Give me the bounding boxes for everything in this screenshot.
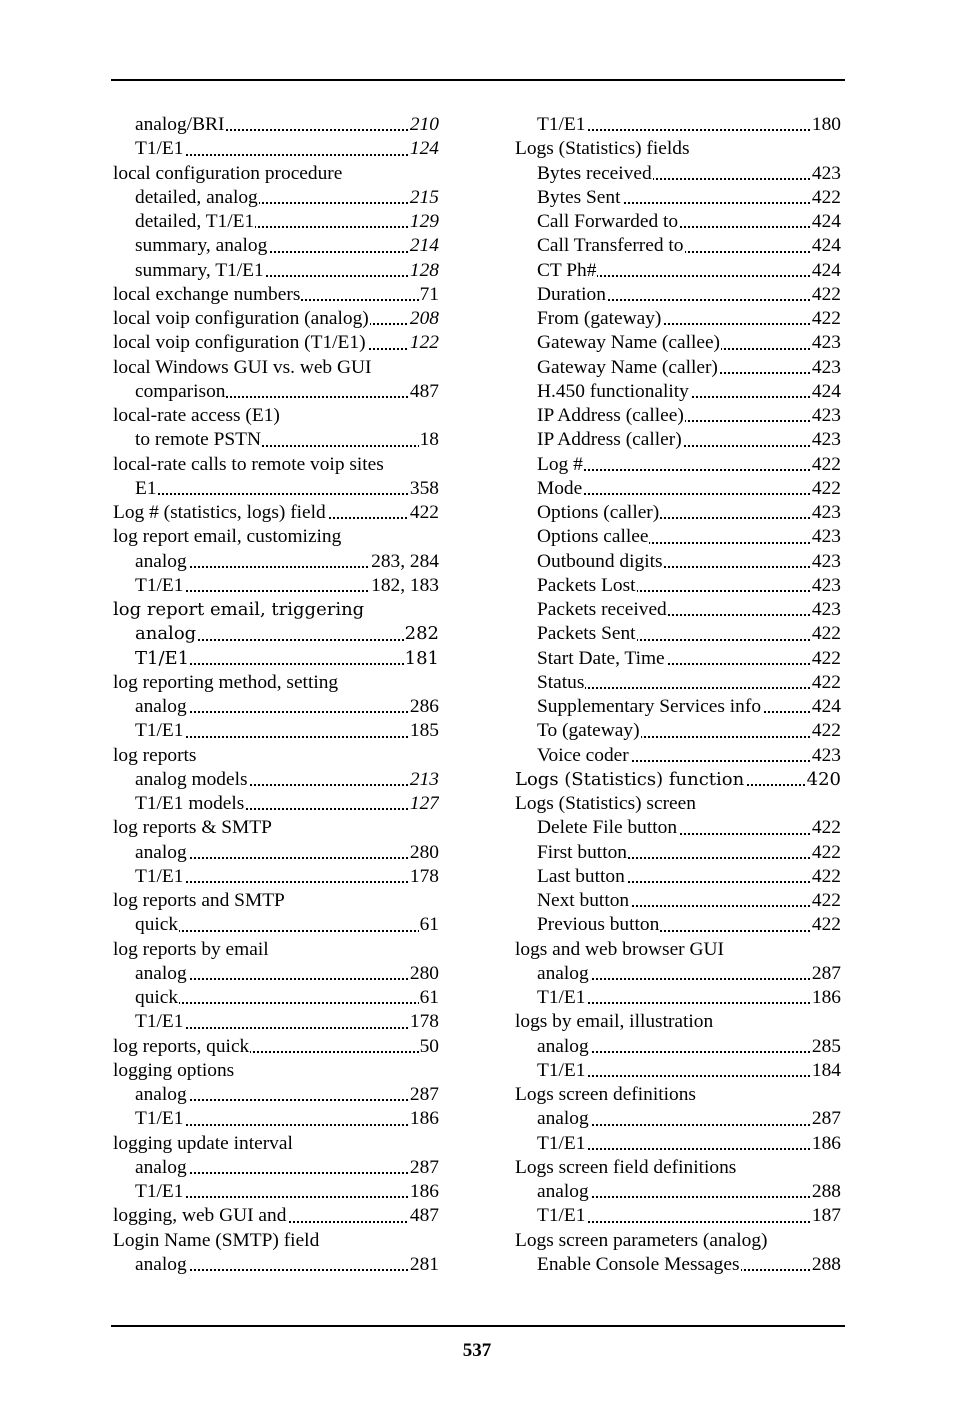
index-page-ref: 18 (419, 428, 439, 452)
index-entry (515, 1010, 841, 1034)
index-term: Enable Console Messages (537, 1253, 740, 1275)
index-page-ref: 283, 284 (370, 550, 439, 574)
index-entry (515, 356, 841, 380)
index-term: local configuration procedure (113, 162, 343, 184)
index-page-ref: 424 (811, 210, 841, 234)
index-term: analog (135, 623, 197, 645)
index-page-ref: 288 (811, 1180, 841, 1204)
index-entry (515, 841, 841, 865)
index-term: First button (537, 841, 627, 863)
index-page-ref: 280 (409, 841, 439, 865)
index-page-ref: 282 (404, 622, 439, 646)
index-term: comparison (135, 380, 226, 402)
index-entry (113, 501, 439, 525)
index-term: To (gateway) (537, 720, 640, 742)
index-entry (515, 1107, 841, 1131)
index-term: E1 (135, 477, 157, 499)
index-term: T1/E1 (537, 1132, 586, 1154)
index-page-ref: 422 (811, 841, 841, 865)
index-page-ref: 423 (811, 356, 841, 380)
index-page-ref: 210 (409, 113, 439, 137)
index-entry (515, 1253, 841, 1277)
index-term: local Windows GUI vs. web GUI (113, 356, 372, 378)
index-page-ref: 423 (811, 598, 841, 622)
index-page-ref: 287 (811, 1107, 841, 1131)
index-term: analog (537, 1108, 589, 1130)
index-entry (515, 986, 841, 1010)
index-term: analog (537, 1035, 589, 1057)
index-term: Bytes Sent (537, 186, 621, 208)
index-term: Last button (537, 865, 625, 887)
index-term: log reports by email (113, 938, 269, 960)
index-entry (113, 477, 439, 501)
index-term: log report email, customizing (113, 526, 342, 548)
index-page-ref: 285 (811, 1035, 841, 1059)
index-entry (515, 1132, 841, 1156)
index-entry (113, 841, 439, 865)
page-number: 537 (462, 1340, 492, 1361)
index-page-ref: 208 (409, 307, 439, 331)
index-entry (113, 1107, 439, 1131)
index-entry (515, 453, 841, 477)
index-term: Delete File button (537, 817, 678, 839)
index-entry (113, 889, 439, 913)
index-term: T1/E1 (537, 1059, 586, 1081)
index-term: Packets Sent (537, 623, 636, 645)
index-page-ref: 287 (409, 1156, 439, 1180)
index-page-ref: 420 (806, 768, 841, 792)
index-column-left (113, 113, 439, 1277)
index-page-ref: 422 (409, 501, 439, 525)
index-entry (515, 162, 841, 186)
index-term: log report email, triggering (113, 599, 365, 620)
index-term: analog (135, 1156, 187, 1178)
index-page-ref: 423 (811, 525, 841, 549)
index-entry (113, 162, 439, 186)
index-entry (515, 404, 841, 428)
index-entry (515, 598, 841, 622)
index-page-ref: 287 (811, 962, 841, 986)
index-page-ref: 122 (409, 331, 439, 355)
index-term: Status (537, 671, 585, 693)
index-term: Outbound digits (537, 550, 663, 572)
index-term: analog (537, 962, 589, 984)
index-page-ref: 487 (409, 380, 439, 404)
index-term: Logs (Statistics) fields (515, 138, 690, 160)
index-entry (515, 1083, 841, 1107)
index-term: Next button (537, 890, 630, 911)
index-entry (515, 113, 841, 137)
header-rule (111, 79, 845, 81)
index-entry (515, 331, 841, 355)
index-entry (113, 1156, 439, 1180)
index-term: Gateway Name (caller) (537, 356, 718, 378)
index-entry (515, 259, 841, 283)
index-term: quick (135, 987, 179, 1008)
index-term: log reporting method, setting (113, 671, 339, 693)
index-entry (113, 1010, 439, 1034)
index-page-ref: 178 (409, 1010, 439, 1034)
index-entry (515, 1059, 841, 1083)
index-term: detailed, analog (135, 186, 258, 208)
index-page-ref: 128 (409, 259, 439, 283)
index-term: IP Address (callee) (537, 405, 684, 426)
index-page-ref: 422 (811, 913, 841, 937)
index-term: Call Transferred to (537, 235, 684, 257)
index-entry (113, 1180, 439, 1204)
index-entry (515, 1156, 841, 1180)
index-entry (515, 574, 841, 598)
index-entry (113, 356, 439, 380)
index-term: H.450 functionality (537, 380, 689, 402)
index-entry (113, 404, 439, 428)
index-term: Call Forwarded to (537, 211, 679, 232)
index-term: Voice coder (537, 744, 629, 766)
index-term: Packets received (537, 599, 667, 620)
dot-leader (135, 493, 439, 495)
index-entry (515, 1035, 841, 1059)
index-entry (113, 1035, 439, 1059)
index-term: Log # (statistics, logs) field (113, 502, 326, 523)
index-page-ref: 424 (811, 695, 841, 719)
index-entry (515, 477, 841, 501)
index-entry (113, 307, 439, 331)
index-page-ref: 422 (811, 186, 841, 210)
index-term: CT Ph# (537, 259, 597, 281)
index-term: to remote PSTN (135, 429, 262, 451)
index-page-ref: 281 (409, 1253, 439, 1277)
index-term: T1/E1 (135, 574, 184, 596)
index-term: local voip configuration (analog) (113, 308, 369, 329)
index-page-ref: 422 (811, 307, 841, 331)
index-page-ref: 423 (811, 574, 841, 598)
index-term: From (gateway) (537, 308, 662, 329)
index-entry (515, 865, 841, 889)
index-page-ref: 422 (811, 889, 841, 913)
index-entry (515, 816, 841, 840)
index-term: logs by email, illustration (515, 1011, 714, 1033)
index-term: Logs (Statistics) screen (515, 793, 696, 814)
index-page-ref: 422 (811, 283, 841, 307)
index-entry (113, 259, 439, 283)
index-page-ref: 358 (409, 477, 439, 501)
index-entry (113, 671, 439, 695)
index-term: analog (135, 962, 187, 984)
index-term: analog/BRI (135, 114, 225, 135)
index-entry (515, 889, 841, 913)
index-term: Options (caller) (537, 502, 660, 523)
index-entry (515, 647, 841, 671)
index-entry (113, 380, 439, 404)
index-page-ref: 184 (811, 1059, 841, 1083)
index-term: T1/E1 (135, 1011, 184, 1033)
index-term: T1/E1 models (135, 793, 245, 814)
index-term: Duration (537, 283, 606, 305)
index-entry (515, 550, 841, 574)
index-page-ref: 422 (811, 477, 841, 501)
index-entry (515, 962, 841, 986)
index-entry (113, 1229, 439, 1253)
index-term: Options callee (537, 526, 649, 548)
index-term: log reports (113, 744, 197, 766)
index-entry (113, 1253, 439, 1277)
index-term: IP Address (caller) (537, 429, 682, 451)
index-entry (515, 525, 841, 549)
index-term: analog (135, 1253, 187, 1275)
index-term: Logs (Statistics) function (515, 768, 745, 790)
index-entry (113, 113, 439, 137)
index-term: local voip configuration (T1/E1) (113, 332, 366, 354)
index-entry (515, 380, 841, 404)
index-page-ref: 50 (419, 1035, 439, 1059)
index-term: log reports, quick (113, 1035, 250, 1057)
index-term: Bytes received (537, 162, 652, 184)
index-entry (113, 1204, 439, 1228)
index-entry (113, 137, 439, 161)
index-page-ref: 186 (409, 1107, 439, 1131)
index-page-ref: 181 (404, 647, 439, 671)
index-entry (113, 792, 439, 816)
index-page-ref: 178 (409, 865, 439, 889)
index-page-ref: 61 (419, 986, 439, 1010)
index-entry (515, 307, 841, 331)
index-term: logging update interval (113, 1132, 293, 1154)
index-entry (113, 986, 439, 1010)
index-page-ref: 422 (811, 865, 841, 889)
index-term: log reports & SMTP (113, 817, 272, 839)
index-entry (113, 234, 439, 258)
index-term: summary, analog (135, 235, 268, 257)
index-page-ref: 129 (409, 210, 439, 234)
index-entry (113, 865, 439, 889)
index-entry (113, 525, 439, 549)
index-entry (515, 1204, 841, 1228)
dot-leader (135, 1002, 439, 1004)
index-term: analog models (135, 768, 248, 790)
index-entry (113, 695, 439, 719)
index-page-ref: 422 (811, 671, 841, 695)
index-entry (515, 938, 841, 962)
index-page-ref: 423 (811, 331, 841, 355)
index-term: Login Name (SMTP) field (113, 1229, 320, 1251)
index-term: T1/E1 (135, 647, 190, 669)
index-page-ref: 286 (409, 695, 439, 719)
index-term: logging options (113, 1059, 235, 1081)
index-entry (113, 1132, 439, 1156)
index-entry (515, 744, 841, 768)
index-page-ref: 422 (811, 719, 841, 743)
index-entry (113, 210, 439, 234)
index-page-ref: 187 (811, 1204, 841, 1228)
index-entry (113, 1059, 439, 1083)
index-term: logs and web browser GUI (515, 938, 724, 960)
index-entry (113, 574, 439, 598)
index-term: quick (135, 914, 179, 936)
index-page-ref: 280 (409, 962, 439, 986)
index-page-ref: 214 (409, 234, 439, 258)
index-entry (113, 283, 439, 307)
index-page-ref: 71 (419, 283, 439, 307)
index-term: analog (135, 550, 187, 572)
index-entry (515, 671, 841, 695)
index-entry (113, 768, 439, 792)
index-entry (515, 283, 841, 307)
index-entry (113, 428, 439, 452)
index-entry (113, 938, 439, 962)
index-entry (515, 768, 841, 792)
index-term: Previous button (537, 914, 660, 936)
index-term: local-rate access (E1) (113, 405, 280, 426)
index-term: local exchange numbers (113, 283, 301, 305)
index-page-ref: 424 (811, 380, 841, 404)
index-term: T1/E1 (537, 1205, 586, 1227)
dot-leader (135, 930, 439, 932)
index-entry (113, 647, 439, 671)
index-term: analog (135, 1084, 187, 1105)
index-page-ref: 423 (811, 404, 841, 428)
index-page-ref: 287 (409, 1083, 439, 1107)
index-term: local-rate calls to remote voip sites (113, 453, 384, 475)
index-term: T1/E1 (537, 987, 586, 1008)
index-page-ref: 424 (811, 234, 841, 258)
index-term: T1/E1 (135, 138, 184, 160)
index-entry (113, 622, 439, 646)
index-term: log reports and SMTP (113, 890, 285, 911)
index-page-ref: 487 (409, 1204, 439, 1228)
index-page-ref: 422 (811, 622, 841, 646)
index-entry (515, 1180, 841, 1204)
index-entry (113, 186, 439, 210)
index-term: analog (135, 841, 187, 863)
index-entry (113, 550, 439, 574)
index-entry (113, 962, 439, 986)
index-term: summary, T1/E1 (135, 259, 264, 281)
index-page-ref: 422 (811, 453, 841, 477)
index-entry (113, 453, 439, 477)
index-entry (515, 501, 841, 525)
index-term: detailed, T1/E1 (135, 211, 255, 232)
index-page-ref: 288 (811, 1253, 841, 1277)
index-page-ref: 215 (409, 186, 439, 210)
index-column-right (515, 113, 841, 1277)
index-entry (113, 331, 439, 355)
index-entry (113, 913, 439, 937)
index-entry (515, 792, 841, 816)
index-entry (515, 913, 841, 937)
index-term: T1/E1 (537, 114, 586, 135)
index-page-ref: 185 (409, 719, 439, 743)
index-page-ref: 423 (811, 162, 841, 186)
index-page-ref: 423 (811, 428, 841, 452)
index-page-ref: 424 (811, 259, 841, 283)
index-page-ref: 180 (811, 113, 841, 137)
index-term: Logs screen definitions (515, 1084, 696, 1105)
index-entry (515, 210, 841, 234)
index-page-ref: 423 (811, 744, 841, 768)
footer-rule (111, 1325, 845, 1327)
index-term: Start Date, Time (537, 647, 665, 669)
index-term: T1/E1 (135, 865, 184, 887)
index-page-ref: 423 (811, 550, 841, 574)
index-term: Supplementary Services info (537, 696, 762, 717)
index-entry (515, 622, 841, 646)
index-page-ref: 127 (409, 792, 439, 816)
index-term: analog (537, 1181, 589, 1202)
index-term: T1/E1 (135, 1181, 184, 1202)
index-page-ref: 61 (419, 913, 439, 937)
index-page-ref: 186 (811, 1132, 841, 1156)
index-term: Gateway Name (callee) (537, 332, 721, 354)
index-page-ref: 422 (811, 647, 841, 671)
index-term: Logs screen parameters (analog) (515, 1229, 768, 1251)
index-entry (113, 744, 439, 768)
index-term: Logs screen field definitions (515, 1156, 737, 1178)
index-entry (113, 1083, 439, 1107)
index-entry (515, 1229, 841, 1253)
index-entry (515, 137, 841, 161)
index-page-ref: 182, 183 (370, 574, 439, 598)
index-term: Log # (537, 453, 583, 475)
index-page-ref: 186 (409, 1180, 439, 1204)
index-entry (515, 719, 841, 743)
index-term: T1/E1 (135, 1108, 184, 1130)
index-term: Packets Lost (537, 574, 636, 596)
index-page-ref: 124 (409, 137, 439, 161)
index-page-ref: 186 (811, 986, 841, 1010)
index-entry (113, 719, 439, 743)
index-term: T1/E1 (135, 720, 184, 742)
index-term: logging, web GUI and (113, 1205, 287, 1227)
index-page-ref: 213 (409, 768, 439, 792)
index-entry (515, 186, 841, 210)
index-entry (515, 234, 841, 258)
index-entry (515, 428, 841, 452)
index-page-ref: 423 (811, 501, 841, 525)
index-entry (113, 816, 439, 840)
index-entry (515, 695, 841, 719)
index-term: Mode (537, 477, 583, 499)
index-page-ref: 422 (811, 816, 841, 840)
index-term: analog (135, 696, 187, 717)
index-entry (113, 598, 439, 622)
